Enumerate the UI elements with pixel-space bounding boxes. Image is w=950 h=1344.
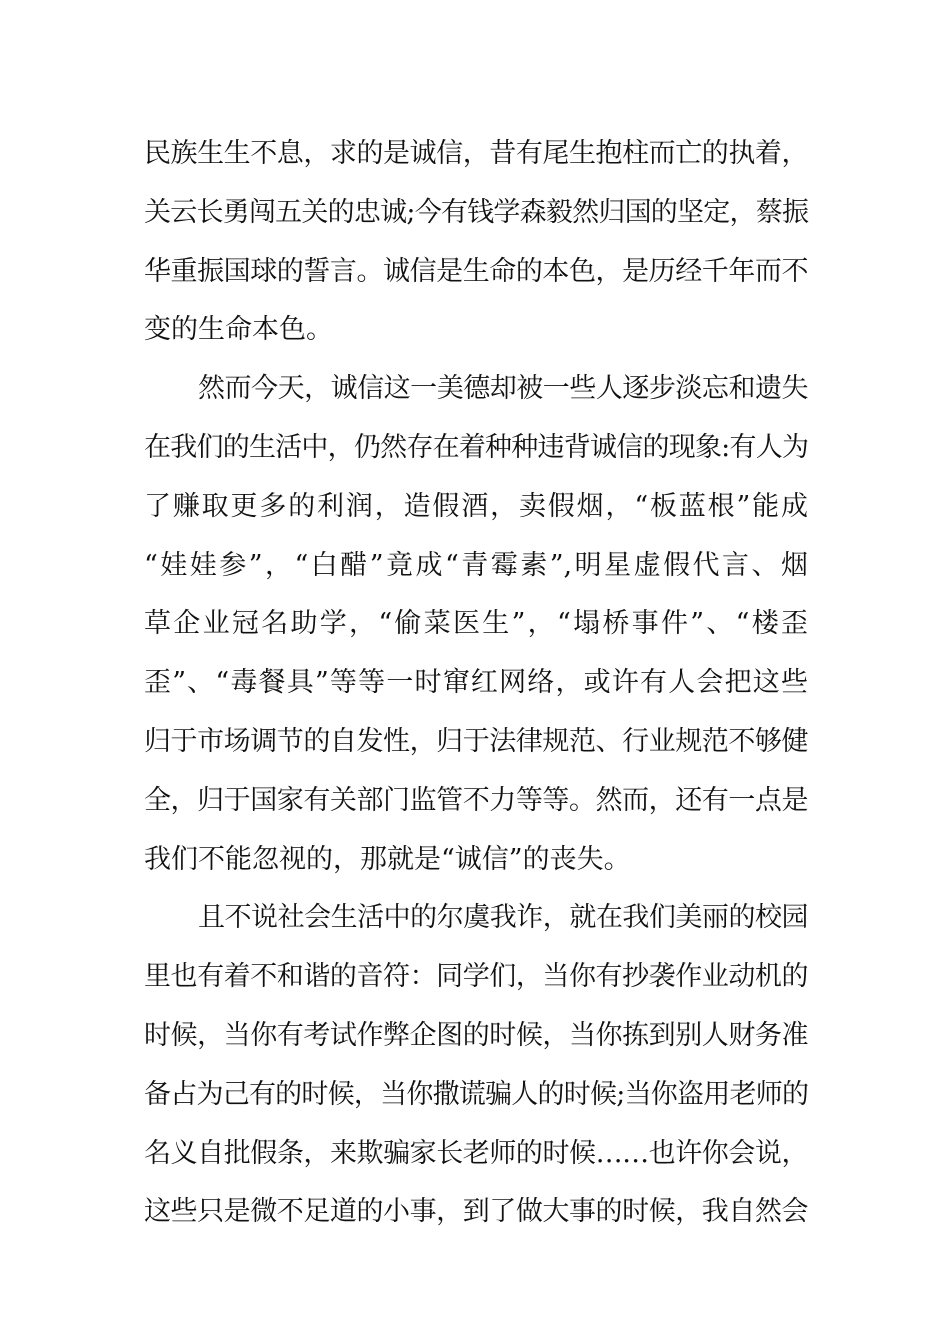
paragraph-3-line-6: 这些只是微不足道的小事，到了做大事的时候，我自然会: [144, 1196, 808, 1228]
paragraph-2-line-2: 在我们的生活中，仍然存在着种种违背诚信的现象:有人为: [144, 431, 808, 463]
paragraph-2-line-6: 歪”、“毒餐具”等等一时窜红网络，或许有人会把这些: [144, 667, 808, 699]
paragraph-2-line-8: 全，归于国家有关部门监管不力等等。然而，还有一点是: [144, 784, 808, 816]
paragraph-2-line-9: 我们不能忽视的，那就是“诚信”的丧失。: [144, 843, 631, 875]
paragraph-2-line-4: “娃娃参”，“白醋”竟成“青霉素”,明星虚假代言、烟: [144, 549, 808, 581]
paragraph-2-line-3: 了赚取更多的利润，造假酒，卖假烟，“板蓝根”能成: [144, 490, 808, 522]
paragraph-2-line-1: 然而今天，诚信这一美德却被一些人逐步淡忘和遗失: [198, 373, 808, 405]
document-body: [144, 125, 808, 1242]
paragraph-3-line-4: 备占为己有的时候，当你撒谎骗人的时候;当你盗用老师的: [144, 1078, 808, 1110]
paragraph-1-line-1: 民族生生不息，求的是诚信，昔有尾生抱柱而亡的执着，: [144, 138, 808, 169]
paragraph-1-line-3: 华重振国球的誓言。诚信是生命的本色，是历经千年而不: [144, 255, 808, 287]
paragraph-1-line-2: 关云长勇闯五关的忠诚;今有钱学森毅然归国的坚定，蔡振: [144, 196, 808, 228]
paragraph-2-line-5: 草企业冠名助学，“偷菜医生”，“塌桥事件”、“楼歪: [144, 608, 808, 640]
paragraph-3-line-3: 时候，当你有考试作弊企图的时候，当你拣到别人财务准: [144, 1019, 808, 1051]
paragraph-3-line-5: 名义自批假条，来欺骗家长老师的时候……也许你会说，: [144, 1137, 808, 1169]
paragraph-3-line-2: 里也有着不和谐的音符：同学们，当你有抄袭作业动机的: [144, 961, 808, 993]
paragraph-2-line-7: 归于市场调节的自发性，归于法律规范、行业规范不够健: [144, 725, 808, 757]
paragraph-1-line-4: 变的生命本色。: [144, 314, 333, 346]
paragraph-3-line-1: 且不说社会生活中的尔虞我诈，就在我们美丽的校园: [198, 902, 808, 934]
